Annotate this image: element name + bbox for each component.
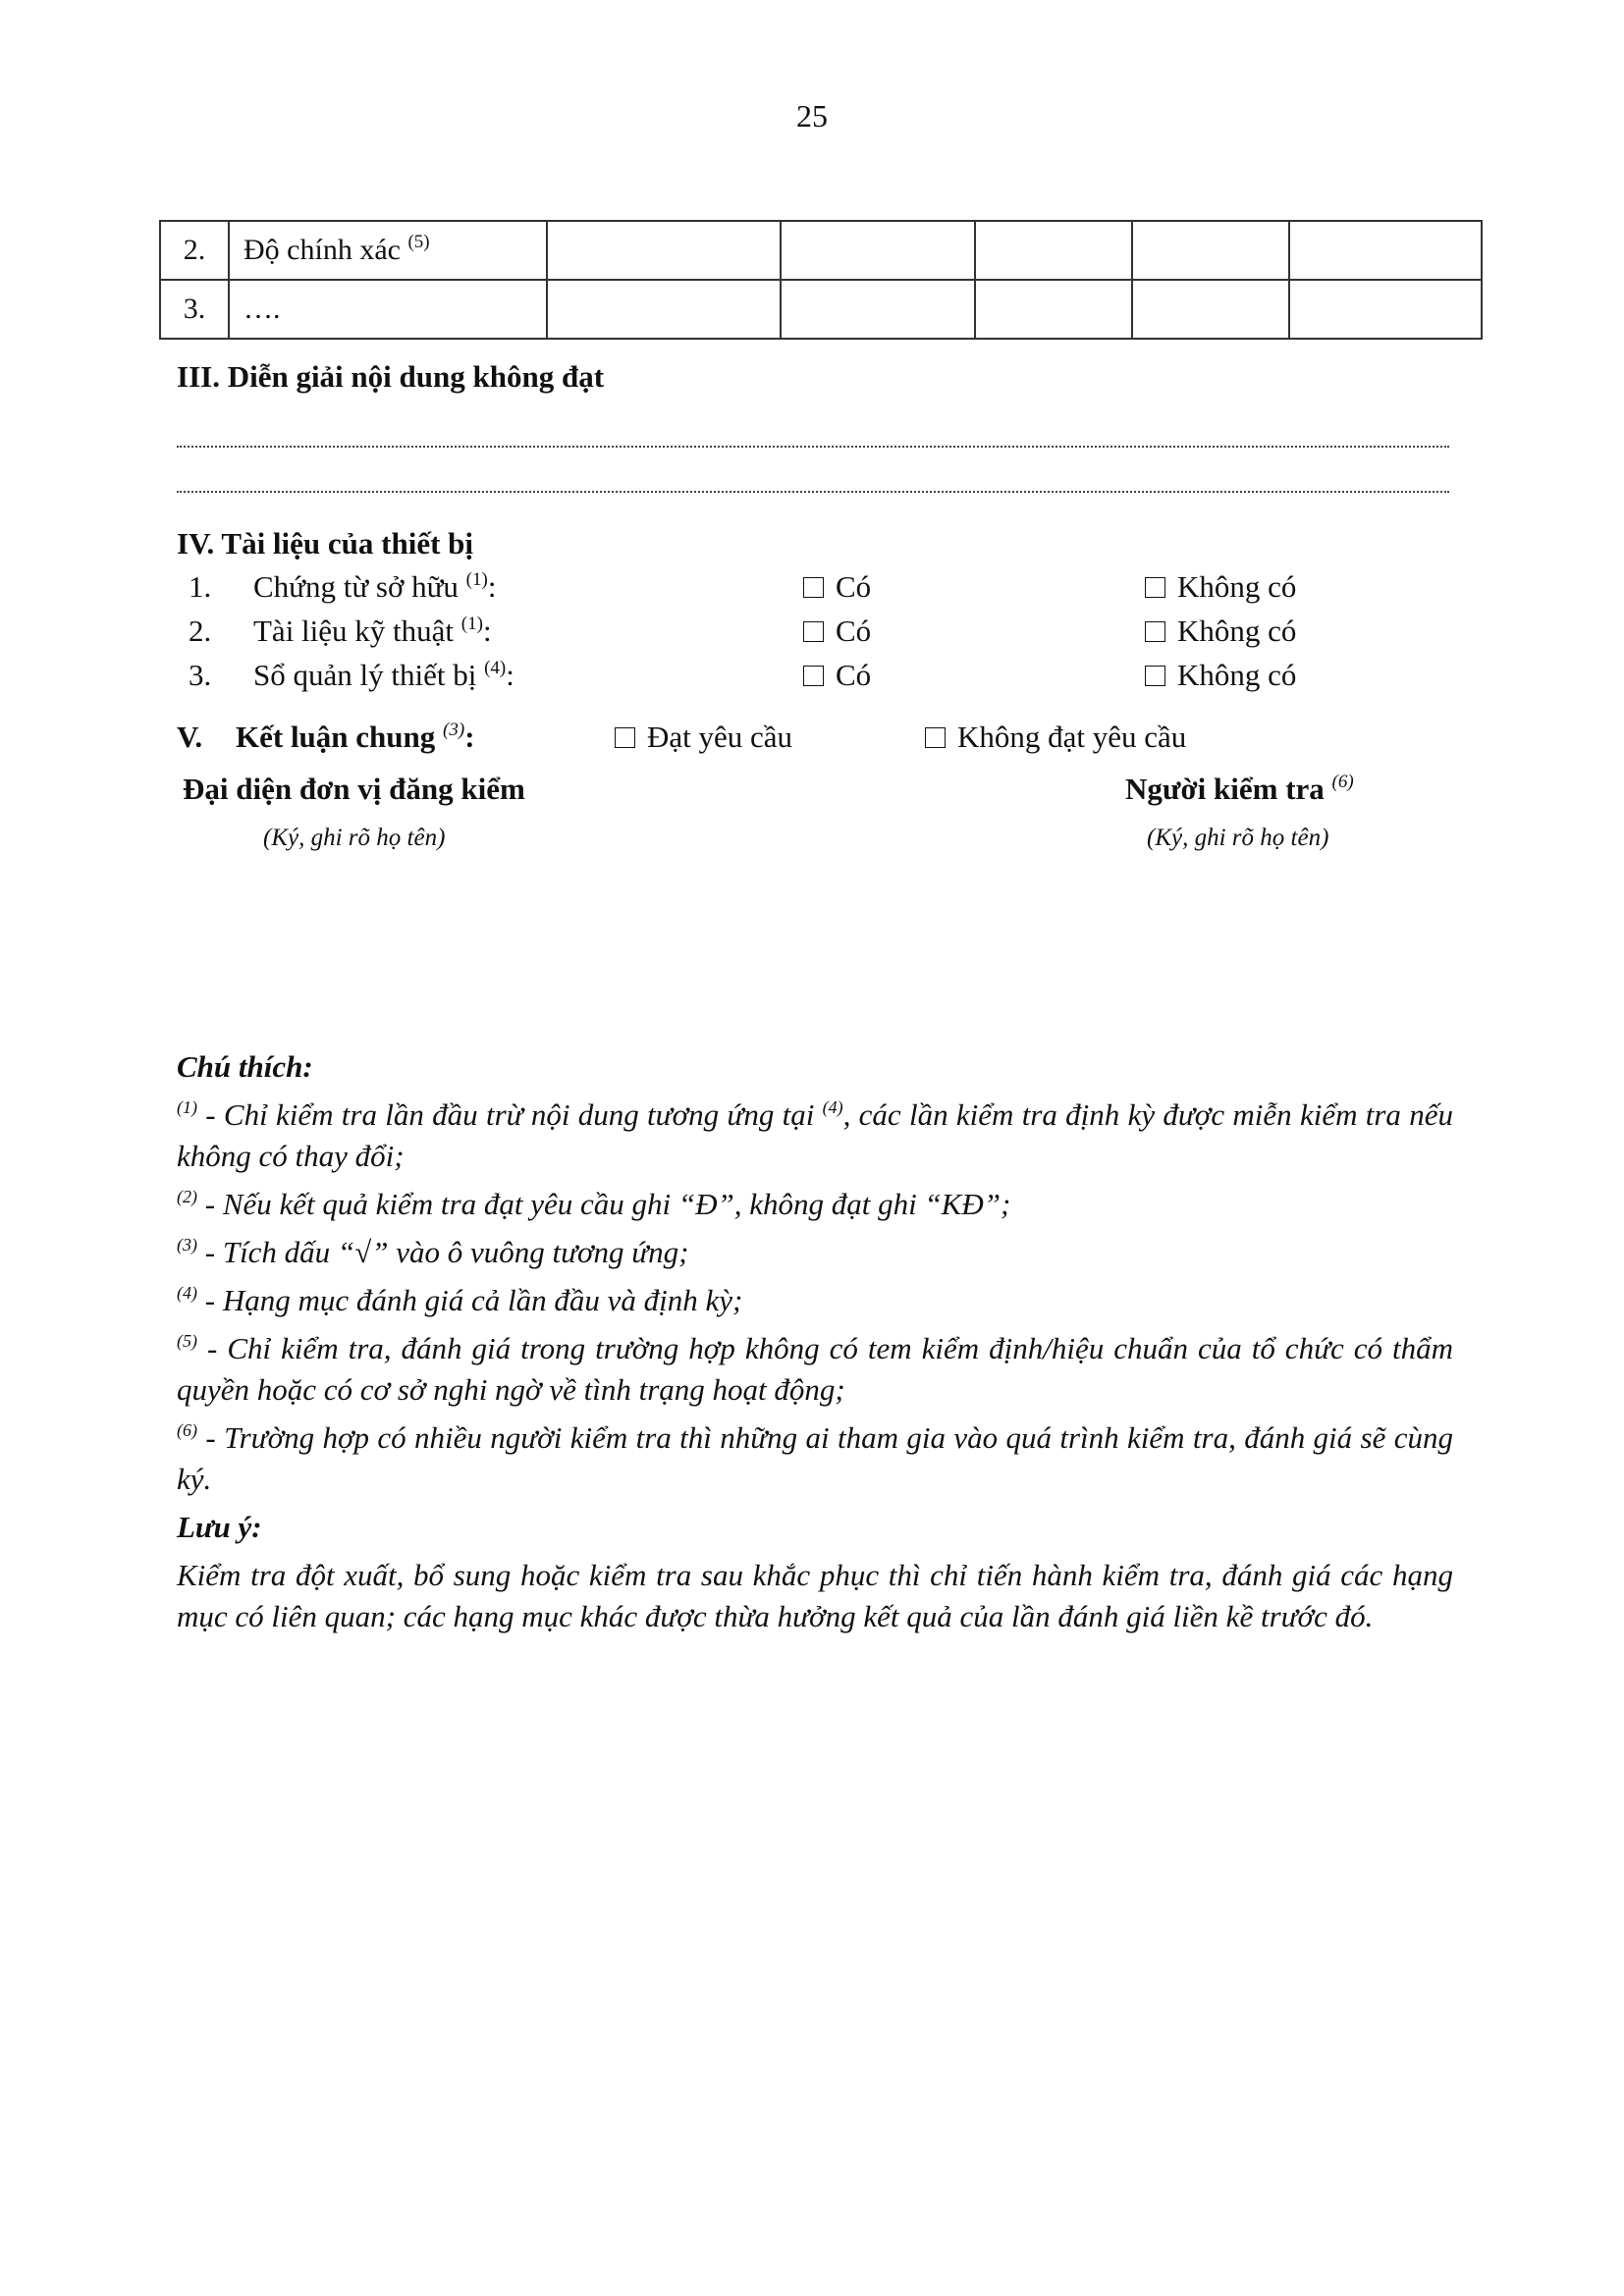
note-item: $^{(1)}$ - Chỉ kiểm tra lần đầu trừ nội dung tương ứng tại $^{(4)}$, các lần kiểm tra định kỳ được miễn kiểm tra nếu không có thay đổi; bbox=[177, 1097, 1453, 1173]
row-item-text: Độ chính xác bbox=[244, 234, 401, 266]
doc-option-yes[interactable]: Có bbox=[803, 614, 871, 649]
table-cell bbox=[1289, 280, 1482, 339]
table-row bbox=[160, 280, 1482, 339]
notes-title: Chú thích: bbox=[177, 1049, 313, 1084]
table-cell bbox=[975, 221, 1132, 280]
section-5-title: Kết luận chung $^{(3)}$: bbox=[236, 720, 475, 754]
table-row bbox=[160, 221, 1482, 280]
checkbox-icon bbox=[803, 666, 824, 686]
conclusion-option-pass[interactable]: Đạt yêu cầu bbox=[615, 720, 792, 755]
note-item: $^{(5)}$ - Chỉ kiểm tra, đánh giá trong trường hợp không có tem kiểm định/hiệu chuẩn của tổ chức có thẩm quyền hoặc có cơ sở nghi ngờ về tình trạng hoạt động; bbox=[177, 1331, 1453, 1407]
luu-y-text: Kiểm tra đột xuất, bổ sung hoặc kiểm tra sau khắc phục thì chỉ tiến hành kiểm tra, đánh giá các hạng mục có liên quan; các hạng mục khác được thừa hưởng kết quả của lần đánh giá liền kề trước đó. bbox=[177, 1558, 1453, 1633]
checkbox-icon bbox=[925, 727, 946, 748]
table-cell bbox=[781, 280, 975, 339]
row-item-sup: (5) bbox=[407, 232, 430, 252]
doc-item-label: Tài liệu kỹ thuật $^{(1)}$: bbox=[253, 614, 492, 648]
note-item: $^{(3)}$ - Tích dấu “√” vào ô vuông tương ứng; bbox=[177, 1235, 689, 1269]
note-item: $^{(6)}$ - Trường hợp có nhiều người kiểm tra thì những ai tham gia vào quá trình kiểm tra, đánh giá sẽ cùng ký. bbox=[177, 1420, 1453, 1496]
row-item bbox=[229, 221, 547, 280]
table-cell bbox=[1132, 221, 1289, 280]
signature-right-title: Người kiểm tra $^{(6)}$ bbox=[1125, 772, 1354, 806]
table-cell bbox=[781, 221, 975, 280]
doc-option-no[interactable]: Không có bbox=[1145, 614, 1296, 649]
row-number: 2. bbox=[160, 221, 229, 280]
table-cell bbox=[975, 280, 1132, 339]
note-item: $^{(4)}$ - Hạng mục đánh giá cả lần đầu và định kỳ; bbox=[177, 1283, 743, 1317]
section-4-title: IV. Tài liệu của thiết bị bbox=[177, 526, 474, 561]
page-number: 25 bbox=[796, 98, 828, 133]
signature-right-note: (Ký, ghi rõ họ tên) bbox=[1147, 825, 1329, 851]
row-number: 3. bbox=[160, 280, 229, 339]
doc-item-label: Sổ quản lý thiết bị $^{(4)}$: bbox=[253, 658, 514, 692]
doc-item-number: 1. bbox=[189, 569, 212, 604]
inspection-table bbox=[159, 220, 1483, 340]
conclusion-option-fail[interactable]: Không đạt yêu cầu bbox=[925, 720, 1186, 755]
checkbox-icon bbox=[1145, 666, 1165, 686]
doc-item-number: 3. bbox=[189, 658, 212, 692]
section-5-prefix: V. bbox=[177, 720, 203, 754]
checkbox-icon bbox=[615, 727, 635, 748]
table-cell bbox=[547, 280, 781, 339]
row-item bbox=[229, 280, 547, 339]
doc-option-no[interactable]: Không có bbox=[1145, 658, 1296, 693]
checkbox-icon bbox=[1145, 621, 1165, 642]
doc-option-yes[interactable]: Có bbox=[803, 658, 871, 693]
doc-option-yes[interactable]: Có bbox=[803, 569, 871, 605]
luu-y-title: Lưu ý: bbox=[177, 1510, 262, 1544]
checkbox-icon bbox=[803, 621, 824, 642]
doc-item-label: Chứng từ sở hữu $^{(1)}$: bbox=[253, 569, 497, 604]
row-item-text: …. bbox=[244, 293, 281, 325]
table-cell bbox=[547, 221, 781, 280]
checkbox-icon bbox=[1145, 577, 1165, 598]
section-3-title: III. Diễn giải nội dung không đạt bbox=[177, 359, 605, 394]
table-cell bbox=[1289, 221, 1482, 280]
table-cell bbox=[1132, 280, 1289, 339]
notes-section bbox=[177, 1046, 1453, 1644]
note-item: $^{(2)}$ - Nếu kết quả kiểm tra đạt yêu cầu ghi “Đ”, không đạt ghi “KĐ”; bbox=[177, 1187, 1011, 1221]
dotted-line bbox=[177, 446, 1449, 448]
dotted-line bbox=[177, 491, 1449, 493]
doc-option-no[interactable]: Không có bbox=[1145, 569, 1296, 605]
signature-left-note: (Ký, ghi rõ họ tên) bbox=[263, 825, 446, 851]
doc-item-number: 2. bbox=[189, 614, 212, 648]
checkbox-icon bbox=[803, 577, 824, 598]
signature-left-title: Đại diện đơn vị đăng kiểm bbox=[183, 772, 525, 806]
